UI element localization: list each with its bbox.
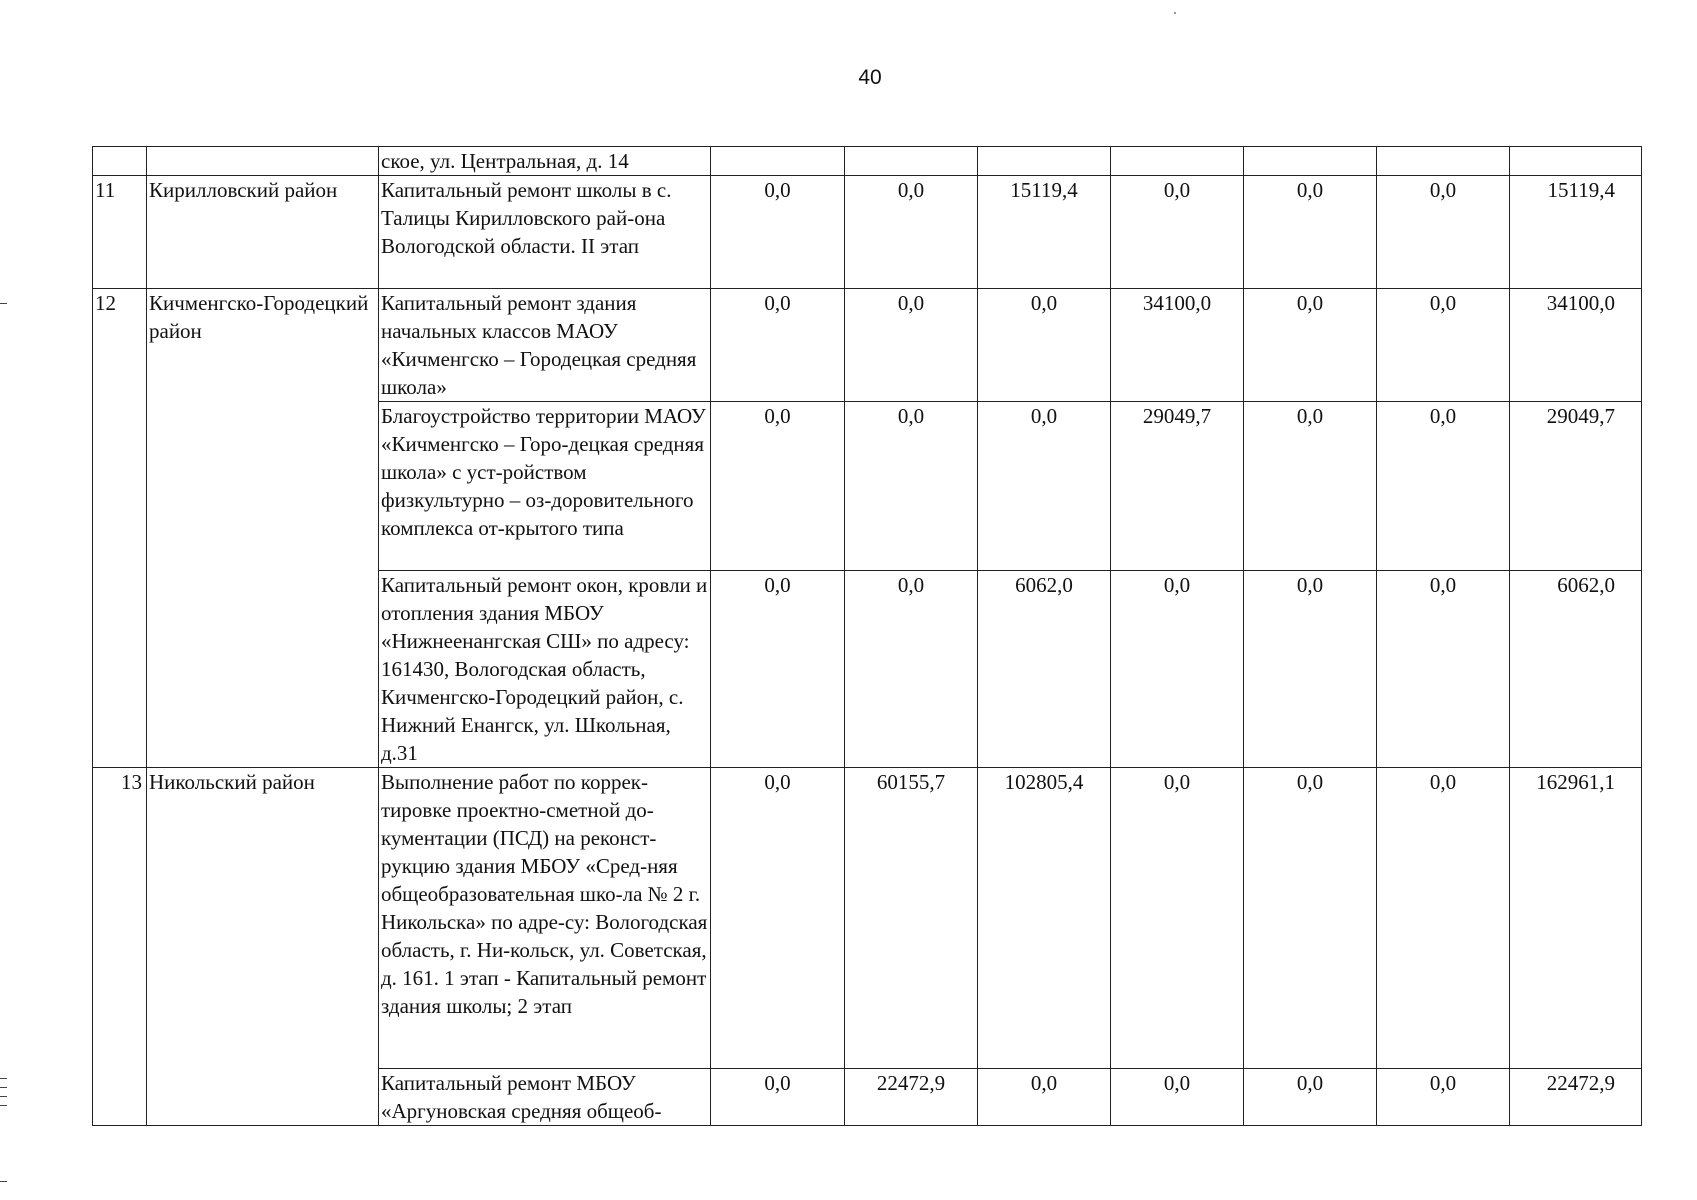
description-cell: Капитальный ремонт МБОУ «Аргуновская средняя общеоб-	[379, 1069, 711, 1126]
description-cell: Благоустройство территории МАОУ «Кичменгско – Горо-децкая средняя школа» с уст-ройством физкультурно – оз-доровительного комплекса от-крытого типа	[379, 402, 711, 571]
value-cell: 0,0	[711, 1069, 845, 1126]
total-cell	[1510, 147, 1642, 176]
description-cell: Капитальный ремонт здания начальных классов МАОУ «Кичменгско – Городецкая средняя школа»	[379, 289, 711, 402]
value-cell: 0,0	[845, 176, 978, 289]
value-cell: 0,0	[978, 289, 1111, 402]
value-cell: 0,0	[1377, 768, 1510, 1069]
value-cell: 0,0	[1377, 1069, 1510, 1126]
row-number-cell	[93, 147, 147, 176]
row-number-cell: 12	[93, 289, 147, 768]
table-row	[93, 176, 1642, 289]
value-cell: 0,0	[845, 571, 978, 768]
value-cell: 0,0	[711, 768, 845, 1069]
value-cell	[1111, 147, 1244, 176]
value-cell: 29049,7	[1111, 402, 1244, 571]
value-cell: 22472,9	[845, 1069, 978, 1126]
district-cell: Никольский район	[147, 768, 379, 1126]
total-cell: 162961,1	[1510, 768, 1642, 1069]
value-cell: 0,0	[1244, 1069, 1377, 1126]
page-number: 40	[858, 66, 882, 89]
value-cell: 0,0	[845, 289, 978, 402]
value-cell	[1377, 147, 1510, 176]
table-row	[93, 147, 1642, 176]
value-cell: 0,0	[711, 571, 845, 768]
value-cell: 0,0	[1244, 571, 1377, 768]
value-cell: 0,0	[711, 176, 845, 289]
table-row	[93, 768, 1642, 1069]
value-cell: 0,0	[1377, 571, 1510, 768]
scan-edge-mark	[0, 1078, 7, 1079]
scan-dust-mark	[1174, 12, 1176, 14]
value-cell: 0,0	[1111, 1069, 1244, 1126]
row-number-cell: 11	[93, 176, 147, 289]
value-cell: 0,0	[1244, 402, 1377, 571]
value-cell: 0,0	[1244, 289, 1377, 402]
value-cell: 0,0	[1377, 176, 1510, 289]
value-cell: 0,0	[978, 402, 1111, 571]
scan-edge-mark	[0, 1096, 7, 1097]
row-number-cell: 13	[93, 768, 147, 1126]
total-cell: 29049,7	[1510, 402, 1642, 571]
total-cell: 34100,0	[1510, 289, 1642, 402]
value-cell: 34100,0	[1111, 289, 1244, 402]
value-cell: 0,0	[711, 289, 845, 402]
district-cell	[147, 147, 379, 176]
value-cell: 15119,4	[978, 176, 1111, 289]
value-cell: 0,0	[1111, 571, 1244, 768]
district-cell: Кичменгско-Городецкий район	[147, 289, 379, 768]
description-cell: Капитальный ремонт школы в с. Талицы Кирилловского рай-она Вологодской области. II этап	[379, 176, 711, 289]
value-cell	[978, 147, 1111, 176]
description-cell: Капитальный ремонт окон, кровли и отопления здания МБОУ «Нижнеенангская СШ» по адресу: 161430, Вологодская область, Кичменгско-Городецкий район, с. Нижний Енангск, ул. Школьная, д.31	[379, 571, 711, 768]
value-cell	[845, 147, 978, 176]
value-cell: 60155,7	[845, 768, 978, 1069]
value-cell: 0,0	[1111, 768, 1244, 1069]
table-row	[93, 289, 1642, 402]
description-cell: ское, ул. Центральная, д. 14	[379, 147, 711, 176]
value-cell: 0,0	[711, 402, 845, 571]
value-cell: 0,0	[1377, 402, 1510, 571]
total-cell: 22472,9	[1510, 1069, 1642, 1126]
value-cell: 0,0	[845, 402, 978, 571]
funding-table	[92, 146, 1642, 1126]
value-cell: 102805,4	[978, 768, 1111, 1069]
value-cell: 6062,0	[978, 571, 1111, 768]
total-cell: 15119,4	[1510, 176, 1642, 289]
total-cell: 6062,0	[1510, 571, 1642, 768]
value-cell: 0,0	[1244, 768, 1377, 1069]
value-cell: 0,0	[1111, 176, 1244, 289]
scan-edge-mark	[0, 1087, 7, 1088]
value-cell	[711, 147, 845, 176]
value-cell: 0,0	[1377, 289, 1510, 402]
value-cell: 0,0	[978, 1069, 1111, 1126]
value-cell	[1244, 147, 1377, 176]
district-cell: Кирилловский район	[147, 176, 379, 289]
description-cell: Выполнение работ по коррек-тировке проектно-сметной до-кументации (ПСД) на реконст-рукцию здания МБОУ «Сред-няя общеобразовательная шко-ла № 2 г. Никольска» по адре-су: Вологодская область, г. Ни-кольск, ул. Советская, д. 161. 1 этап - Капитальный ремонт здания школы; 2 этап	[379, 768, 711, 1069]
scan-edge-mark	[0, 303, 7, 304]
scan-edge-mark	[0, 1105, 7, 1106]
value-cell: 0,0	[1244, 176, 1377, 289]
scan-edge-mark	[0, 1181, 7, 1182]
